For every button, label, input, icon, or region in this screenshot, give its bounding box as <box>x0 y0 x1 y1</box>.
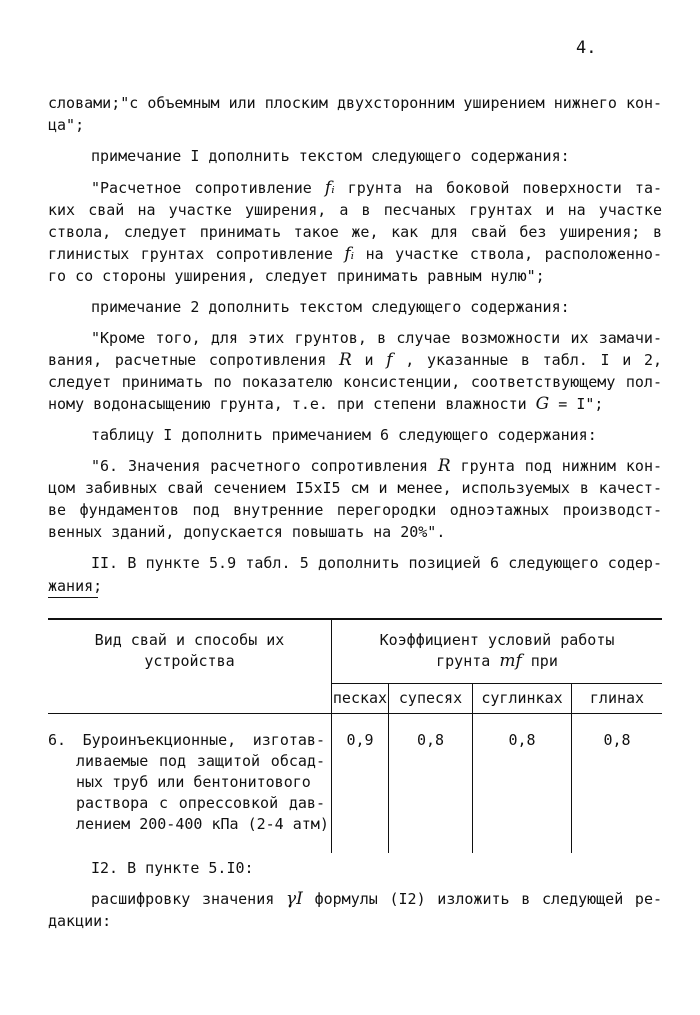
text-fragment: "Расчетное сопротивление <box>91 179 312 197</box>
symbol-fi: fᵢ <box>324 178 335 198</box>
value-clay: 0,8 <box>603 731 631 749</box>
cell-line: ливаемые под защитой обсад- <box>76 752 325 770</box>
table-row-description <box>48 730 329 835</box>
text-line: ких свай на участке уширения, а в песчаных грунтах и на участке <box>48 201 662 219</box>
text-line <box>48 394 662 414</box>
subheader-sand: песках <box>332 689 388 707</box>
text-fragment: , указанные в табл. I и 2, <box>405 351 663 369</box>
header-text: при <box>530 652 558 670</box>
page-number: 4. <box>576 38 597 58</box>
text-line: следует принимать по показателю консистенции, соответствующему пол- <box>48 373 662 391</box>
text-fragment: и <box>364 351 374 369</box>
subheader-loam: суглинках <box>481 689 563 707</box>
table-subheader-top-rule <box>331 683 662 684</box>
value-sandy-loam: 0,8 <box>416 731 445 749</box>
text-line <box>91 889 662 909</box>
symbol-r: R <box>338 350 352 370</box>
text-fragment: грунта на боковой поверхности та- <box>347 179 663 197</box>
text-fragment: = I"; <box>558 395 604 413</box>
text-line: венных зданий, допускается повышать на 20%". <box>48 523 446 541</box>
text-fragment: формулы (I2) изложить в следующей ре- <box>314 890 663 908</box>
table-header-bottom-rule <box>48 713 662 714</box>
text-line <box>48 350 662 370</box>
header-text: грунта <box>436 652 491 670</box>
symbol-gamma: γI <box>285 889 303 909</box>
text-line: цом забивных свай сечением I5xI5 см и менее, используемых в качест- <box>48 479 662 497</box>
text-fragment: вания, расчетные сопротивления <box>48 351 327 369</box>
header-line: Коэффициент условий работы <box>379 631 615 649</box>
cell-line: ных труб или бентонитового <box>76 773 311 791</box>
text-line: I2. В пункте 5.I0: <box>91 859 254 877</box>
text-line <box>91 178 662 198</box>
text-line <box>91 456 662 476</box>
text-fragment: глинистых грунтах сопротивление <box>48 245 333 263</box>
text-line <box>48 244 662 264</box>
underline <box>48 597 98 598</box>
text-line: II. В пункте 5.9 табл. 5 дополнить позицией 6 следующего содер- <box>91 554 662 572</box>
text-line: ца"; <box>48 116 85 134</box>
text-fragment: ному водонасыщению грунта, т.е. при степени влажности <box>48 395 527 413</box>
table-top-rule <box>48 618 662 620</box>
cell-line: лением 200-400 кПа (2-4 атм) <box>76 815 329 833</box>
value-loam: 0,8 <box>508 731 536 749</box>
text-line: "Кроме того, для этих грунтов, в случае возможности их замачи- <box>91 329 662 347</box>
text-line: ве фундаментов под внутренние перегородки одноэтажных производст- <box>48 501 662 519</box>
cell-line: раствора с опрессовкой дав- <box>76 794 325 812</box>
text-line: словами;"с объемным или плоским двухсторонним уширением нижнего кон- <box>48 94 663 112</box>
symbol-r: R <box>437 456 451 476</box>
text-line: примечание I дополнить текстом следующего содержания: <box>91 147 570 165</box>
text-line: примечание 2 дополнить текстом следующего содержания: <box>91 298 570 316</box>
table-header-coefficient <box>332 630 662 672</box>
symbol-fi: fᵢ <box>344 244 355 264</box>
value-sand: 0,9 <box>346 731 374 749</box>
cell-line: 6. Буроинъекционные, изготав- <box>48 731 325 749</box>
symbol-mf: mf <box>499 651 522 671</box>
symbol-f: f <box>386 350 393 370</box>
text-fragment: "6. Значения расчетного сопротивления <box>91 457 428 475</box>
text-line: го со стороны уширения, следует принимать равным нулю"; <box>48 267 545 285</box>
symbol-g: G <box>535 394 550 414</box>
header-line: Вид свай и способы их <box>94 631 285 649</box>
text-fragment: грунта под нижним кон- <box>460 457 663 475</box>
text-line: дакции: <box>48 912 112 930</box>
subheader-clay: глинах <box>589 689 645 707</box>
text-fragment: расшифровку значения <box>91 890 275 908</box>
text-fragment: на участке ствола, расположенно- <box>365 245 662 263</box>
header-line: устройства <box>144 652 235 670</box>
header-line <box>332 651 662 672</box>
text-line: ствола, следует принимать такое же, как для свай без уширения; в <box>48 223 662 241</box>
text-line: жания; <box>48 577 103 595</box>
subheader-sandy-loam: супесях <box>398 689 463 707</box>
text-line: таблицу I дополнить примечанием 6 следующего содержания: <box>91 426 597 444</box>
table-header-type <box>48 630 331 672</box>
